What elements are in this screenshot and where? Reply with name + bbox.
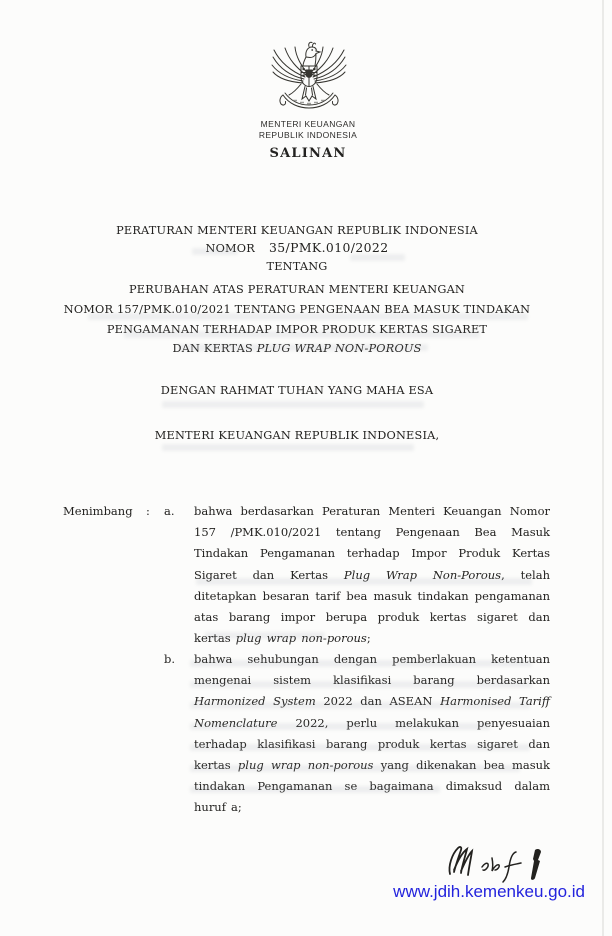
jdih-website-link[interactable]: www.jdih.kemenkeu.go.id: [393, 882, 585, 901]
item-marker-b: b.: [164, 652, 176, 666]
invocation-line: DENGAN RAHMAT TUHAN YANG MAHA ESA: [160, 384, 434, 397]
tentang-label: TENTANG: [266, 260, 328, 273]
consideration-paragraph-b: bahwa sehubungan dengan pemberlakuan ketentuan mengenai sistem klasifikasi barang berdasarkan Harmonized System 2022 dan ASEAN Harmonised Tariff Nomenclature 2022, perlu melakukan penyesuaian terhadap klasifikasi barang produk kertas sigaret dan kertas plug wrap non-porous yang dikenakan bea masuk tindakan Pengamanan se bagaimana dimaksud dalam huruf a;: [194, 652, 550, 815]
ministry-name-line1: MENTERI KEUANGAN: [260, 119, 356, 129]
consideration-paragraph-a: bahwa berdasarkan Peraturan Menteri Keuangan Nomor 157 /PMK.010/2021 tentang Pengenaan Bea Masuk Tindakan Pengamanan terhadap Impor Produk Kertas Sigaret dan Kertas Plug Wrap Non-Porous, telah ditetapkan besaran tarif bea masuk tindakan pengamanan atas barang impor berupa produk kertas sigaret dan kertas plug wrap non-porous;: [194, 504, 550, 646]
salinan-copy-label: SALINAN: [269, 146, 347, 161]
nomor-label: NOMOR: [205, 242, 255, 255]
nomor-value: 35/PMK.010/2022: [268, 240, 389, 255]
subject-line3: PENGAMANAN TERHADAP IMPOR PRODUK KERTAS SIGARET: [106, 323, 488, 336]
ministry-name-line2: REPUBLIK INDONESIA: [258, 129, 358, 140]
authority-line: MENTERI KEUANGAN REPUBLIK INDONESIA,: [154, 429, 440, 442]
regulation-title-line1: PERATURAN MENTERI KEUANGAN REPUBLIK INDONESIA: [116, 224, 478, 237]
menimbang-label: Menimbang: [63, 504, 133, 518]
scan-edge-artifact: [602, 0, 604, 936]
subject-line4: DAN KERTAS PLUG WRAP NON-POROUS: [172, 342, 422, 355]
item-marker-a: a.: [164, 504, 175, 518]
menimbang-separator: :: [146, 504, 150, 518]
regulation-number-line: [0, 240, 594, 255]
subject-line1: PERUBAHAN ATAS PERATURAN MENTERI KEUANGAN: [128, 283, 466, 296]
garuda-pancasila-emblem: [268, 39, 350, 113]
paraf-initials-signature: [440, 841, 552, 883]
subject-line2: NOMOR 157/PMK.010/2021 TENTANG PENGENAAN BEA MASUK TINDAKAN: [63, 303, 531, 316]
